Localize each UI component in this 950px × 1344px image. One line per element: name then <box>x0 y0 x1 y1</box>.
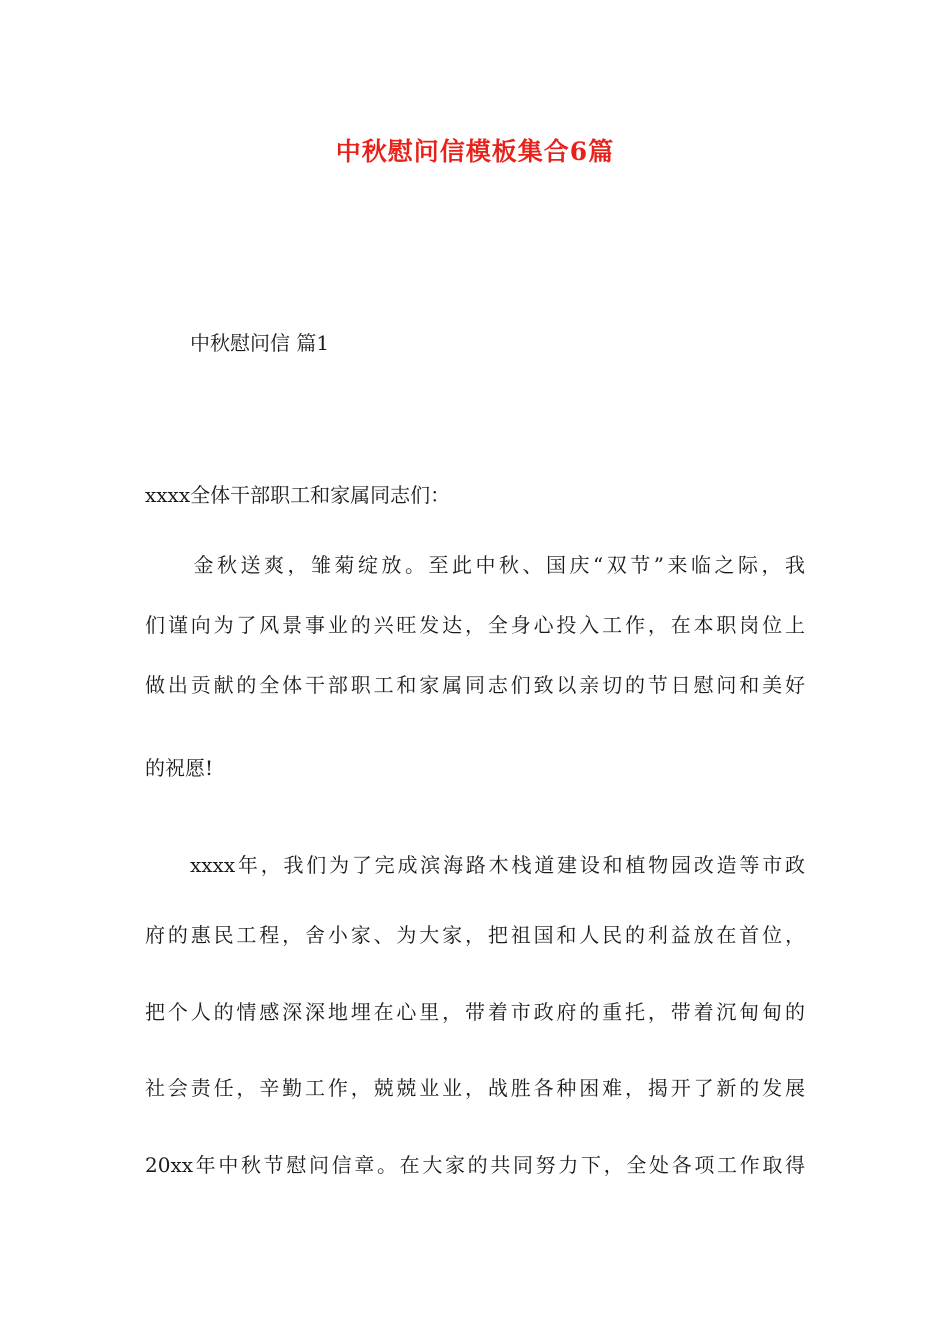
paragraph-line: 社会责任，辛勤工作，兢兢业业，战胜各种困难，揭开了新的发展 <box>145 1076 805 1100</box>
paragraph-line: 20xx年中秋节慰问信章。在大家的共同努力下，全处各项工作取得 <box>145 1153 805 1177</box>
paragraph-line: 府的惠民工程，舍小家、为大家，把祖国和人民的利益放在首位， <box>145 923 805 947</box>
paragraph-line: 金秋送爽，雏菊绽放。至此中秋、国庆“双节”来临之际，我 <box>190 553 805 577</box>
paragraph-line: 做出贡献的全体干部职工和家属同志们致以亲切的节日慰问和美好 <box>145 673 805 697</box>
paragraph-line: 的祝愿! <box>145 756 214 780</box>
paragraph-line: xxxx年，我们为了完成滨海路木栈道建设和植物园改造等市政 <box>190 853 805 877</box>
document-title: 中秋慰问信模板集合6篇 <box>335 137 615 166</box>
paragraph-line: 们谨向为了风景事业的兴旺发达，全身心投入工作，在本职岗位上 <box>145 613 805 637</box>
salutation: xxxx全体干部职工和家属同志们： <box>145 483 451 507</box>
paragraph-line: 把个人的情感深深地埋在心里，带着市政府的重托，带着沉甸甸的 <box>145 1000 805 1024</box>
section-heading: 中秋慰问信 篇1 <box>190 331 330 355</box>
